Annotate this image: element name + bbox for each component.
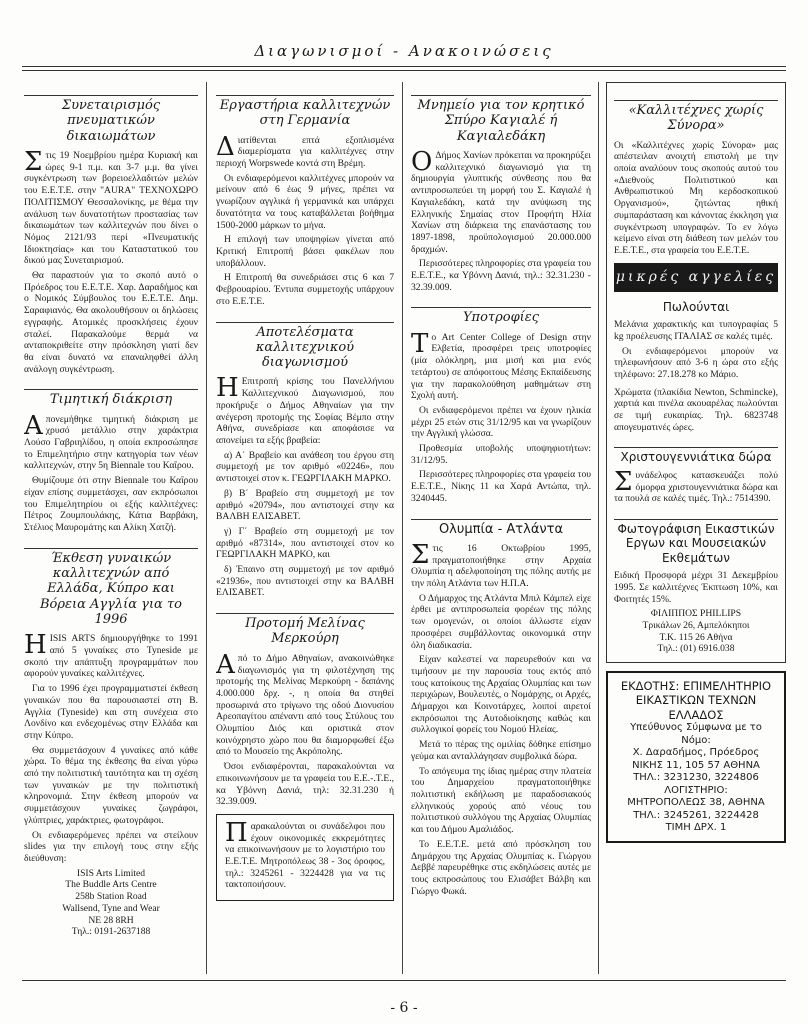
ornament-divider: [24, 84, 198, 94]
paragraph: Οι ενδιαφερόμενοι μπορούν να τηλεφωνήσουν από 3-6 η ώρα στο εξής τηλέφωνο: 27.18.278 κο Μάριο.: [614, 345, 778, 380]
ornament-divider: [411, 84, 591, 94]
paragraph: β) Β΄ Βραβείο στη συμμετοχή με τον αριθμό «20794», που αντιστοιχεί στην κα ΒΑΛΒΗ ΕΛΙΣΑΒΕΤ.: [216, 487, 394, 523]
paragraph: Θα συμμετάσχουν 4 γυναίκες από κάθε χώρα. Το θέμα της έκθεσης θα είναι γύρω από την πολιτιστική ταυτότητα και τη σχέση των γυναικών με την πολιτιστική κληρονομιά. Στην έκθεση μπορούν να συμμετάσχουν γυναίκες ζωγράφοι, γλύπτριες, χαράκτριες, φωτογράφοι.: [24, 744, 198, 826]
notice-box: [216, 814, 394, 901]
address-line: Τ.Κ. 115 26 Αθήνα: [659, 631, 733, 643]
article-title: Αποτελέσματα καλλιτεχνικού διαγωνισμού: [255, 324, 355, 371]
paragraph: Οι «Καλλιτέχνες χωρίς Σύνορα» μας απέστειλαν ανοιχτή επιστολή με την οποία αναλύουν τους σκοπούς αυτού του «Διεθνούς Πολιτιστικού και Ανθρωπιστικού Μη κερδοσκοπικού Οργανισμού», ζητώντας ηθική συμπαράσταση και κάνοντας έκκληση για συγκέντρωση υπογραφών. Το εν λόγω κείμενο είναι στη διάθεση των μελών του Ε.Ε.Τ.Ε., στα γραφεία του Ε.Ε.Τ.Ε.: [614, 139, 778, 256]
imprint-line: ΕΛΛΑΔΟΣ: [668, 707, 724, 722]
address-line: Τρικάλων 26, Αμπελόκηποι: [642, 619, 750, 631]
article-title: Υποτροφίες: [462, 310, 540, 326]
imprint-line: ΕΚΔΟΤΗΣ: ΕΠΙΜΕΛΗΤΗΡΙΟ: [620, 679, 772, 694]
address-block: [24, 868, 198, 938]
header-rule-double: [22, 70, 786, 71]
drop-cap: Δ: [216, 131, 235, 162]
ad-title: Φωτογράφιση Εικαστικών Εργων και Μουσειακών Εκθεμάτων: [617, 521, 775, 565]
paragraph: Μετά το πέρας της ομιλίας δόθηκε επίσημο γεύμα και ανταλλάγησαν συμβολικά δώρα.: [411, 739, 591, 762]
imprint-line: ΤΗΛ.: 3231230, 3224806: [633, 772, 759, 784]
address-line: The Buddle Arts Centre: [65, 879, 157, 891]
paragraph: Θα παραστούν για το σκοπό αυτό ο Πρόεδρος του Ε.Ε.Τ.Ε. Χαρ. Δαραδήμος και ο Νομικός Σύμβουλος του Ε.Ε.Τ.Ε. Δημ. Σαραφιανός. Θα ακολουθήσουν οι δηλώσεις εγγραφής. Ατομικές προσκλήσεις έχουν σταλεί. Παρακαλούμε θερμά να ανταποκριθείτε στην πρόσκληση γιατί δεν θα είναι δυνατό να επαναληφθεί άλλη ανάλογη συγκέντρωση.: [24, 270, 198, 375]
article-body: [216, 649, 394, 758]
ornament-divider: [411, 508, 591, 518]
imprint-line: Χ. Δαραδήμος, Πρόεδρος: [632, 747, 760, 759]
paragraph: Δήμος Χανίων πρόκειται να προκηρύξει καλλιτεχνικό διαγωνισμό για τη δημιουργία γλυπτικής σύνθεσης που θα αντιπροσωπεύει τη μορφή του Σ. Καγιαλέ ή Καγιαλεδάκη, κατά την ανύψωση της Ελληνικής Σημαίας στον Προφήτη Ηλία Χανίων στη διάρκεια της επανάστασης του 1897-1898, προϋπολογισμού 20.000.000 δραχμών.: [411, 149, 591, 255]
paragraph: Οι ενδιαφερόμενοι καλλιτέχνες μπορούν να μείνουν από 6 έως 9 μήνες, πρέπει να γνωρίζουν αγγλικά ή γερμανικά και υπάρχει δυνατότητα να τους καταβάλλεται βοήθημα 1500-2000 μάρκων το μήνα.: [216, 172, 394, 231]
imprint-line: ΕΙΚΑΣΤΙΚΩΝ ΤΕΧΝΩΝ: [635, 693, 757, 708]
publisher-imprint: [606, 671, 786, 843]
paragraph: Η Επιτροπή θα συνεδριάσει στις 6 και 7 Φεβρουαρίου. Έντυπα συμμετοχής υπάρχουν στο Ε.Ε.Τ.Ε.: [216, 272, 394, 307]
article-title: Μνημείο για τον κρητικό Σπύρο Καγιαλέ ή Καγιαλεδάκη: [417, 98, 585, 144]
address-block: [614, 608, 778, 655]
paragraph: Περισσότερες πληροφορίες στα γραφεία του Ε.Ε.Τ.Ε., Νίκης 11 κα Χαρά Αντώπα, τηλ. 3240445.: [411, 469, 591, 504]
paragraph: Είχαν καλεστεί να παρευρεθούν και να τιμήσουν με την παρουσία τους εκτός από τους κατοίκους της Αρχαίας Ολυμπίας και των περιχώρων, Βουλευτές, ο Νομάρχης, οι Αρχές, Δήμαρχοι και Κοινοτάρχες, λοιποί αιρετοί εκπρόσωποι της Αυτοδιοίκησης καθώς και συλλογικοί φορείς του Νομού Ηλείας.: [411, 654, 591, 736]
paragraph: Περισσότερες πληροφορίες στα γραφεία του Ε.Ε.Τ.Ε., κα Υβόννη Δανιά, τηλ.: 32.31.230 - 32.39.009.: [411, 258, 591, 293]
imprint-line: ΤΙΜΗ ΔΡΧ. 1: [665, 822, 727, 834]
divider: [614, 508, 778, 518]
classifieds-banner: μικρές αγγελίες: [614, 263, 778, 292]
column-separator: [598, 82, 599, 974]
paragraph: αρακαλούνται οι συνάδελφοι που έχουν οικονομικές εκκρεμότητες να επικοινωνήσουν με το λογιστήριο του Ε.Ε.Τ.Ε. Μητροπόλεως 38 - 3ος όροφος, τηλ.: 3245261 - 3224428 για να τις τακτοποιήσουν.: [225, 820, 385, 891]
article-body: [614, 466, 778, 505]
paragraph: Θυμίζουμε ότι στην Biennale του Καΐρου είχαν επίσης συμμετάσχει, σαν εκπρόσωποι του Επιμελητηρίου οι εξής καλλιτέχνες: Πέτρος Ζουμπουλάκης, Κάτια Βαρβάκη, Στέλιος Μαυρομάτης και Αλίκη Χατζή.: [24, 475, 198, 533]
article-body: [216, 131, 394, 170]
paragraph: τις 19 Νοεμβρίου ημέρα Κυριακή και ώρες 9-1 π.μ. και 3-7 μ.μ. θα γίνει συγκέντρωση των βορειοελλαδιτών μελών του Ε.Ε.Τ.Ε. στην "AURA" ΤΕΧΝΟΧΩΡΟ ΠΟΛΙΤΙΣΜΟΥ Θεσσαλονίκης, με θέμα την ανάλυση των δυνατοτήτων προστασίας των δικαιωμάτων των καλλιτεχνών που δίνει ο Νόμος 2121/93 περί «Πνευματικής Ιδιοκτησίας» και του Καταστατικού του δικού μας Συνεταιρισμού.: [24, 149, 198, 267]
article-body: [24, 146, 198, 267]
column-separator: [402, 82, 403, 974]
paragraph: Όσοι ενδιαφέρονται, παρακαλούνται να επικοινωνήσουν με τα γραφεία του Ε.Ε.-.Τ.Ε., κα Υβόννη Δανιά, τηλ: 32.31.230 ή 32.39.009.: [216, 761, 394, 808]
drop-cap: Α: [24, 410, 43, 441]
address-line: ΦΙΛΙΠΠΟΣ PHILLIPS: [650, 608, 742, 620]
imprint-line: ΝΙΚΗΣ 11, 105 57 ΑΘΗΝΑ: [632, 759, 760, 771]
paragraph: Προθεσμία υποβολής υποψηφιοτήτων: 31/12/95.: [411, 443, 591, 466]
classifieds-frame: [606, 82, 786, 663]
drop-cap: Ο: [411, 146, 433, 177]
paragraph: Το Ε.Ε.Τ.Ε. μετά από πρόσκληση του Δημάρχου της Αρχαίας Ολυμπίας κ. Γιώργου Δεββέ παρευρέθηκε στις εκδηλώσεις αυτές με τους εκπροσώπους του Ελισάβετ Βάλβη και Γιώργο Φωκά.: [411, 838, 591, 897]
paragraph: Μελάνια χαρακτικής και τυπογραφίας 5 kg προέλευσης ΙΤΑΛΙΑΣ σε καλές τιμές.: [614, 319, 778, 342]
drop-cap: Σ: [411, 539, 430, 570]
drop-cap: Π: [225, 817, 248, 848]
paragraph: Οι ενδιαφερόμενοι πρέπει να έχουν ηλικία μέχρι 25 ετών στις 31/12/95 και να γνωρίζουν την Αγγλική γλώσσα.: [411, 404, 591, 440]
paragraph: Ο Δήμαρχος της Ατλάντα Μπιλ Κάμπελ είχε έρθει με αντιπροσωπεία φορέων της πόλης των ομογενών, οι οποίοι άλλωστε είχαν προσφέρει συμβάλλοντας οικονομικά στην όλη διαδικασία.: [411, 592, 591, 651]
divider: [614, 436, 778, 446]
paragraph: ο Art Center College of Design στην Ελβετία, προσφέρει τρεις υποτροφίες (μία ολόκληρη, μια μισή και μια ενός τετάρτου) σε απόφοιτους Μέσης Εκπαίδευσης για την παρακολούθηση μαθημάτων στη Σχολή αυτή.: [411, 331, 591, 402]
column-1: [24, 82, 198, 974]
article-body: [411, 328, 591, 402]
paragraph: πό το Δήμο Αθηναίων, ανακοινώθηκε διαγωνισμός για τη φιλοτέχνηση της προτομής της Μελίνας Μερκούρη - δαπάνης 4.000.000 δρχ. -, η οποία θα στηθεί προσωρινά στο τρίγωνο της οδού Διονυσίου Αρεοπαγίτου απέναντι από τους Στύλους του Ολυμπίου Διός και οριστικά στον κοινόχρηστο χώρο που θα διαμορφωθεί έξω από το Μουσείο της Ακρόπολης.: [216, 652, 394, 758]
paragraph: Ειδική Προσφορά μέχρι 31 Δεκεμβρίου 1995. Σε καλλιτέχνες Έκπτωση 10%, και Φοιτητές 15%.: [614, 570, 778, 605]
paragraph: τις 16 Οκτωβρίου 1995, πραγματοποιήθηκε στην Αρχαία Ολυμπία η αδελφοποίηση της πόλης αυτής με την πόλη Ατλάντα των Η.Π.Α.: [411, 542, 591, 590]
address-line: 258b Station Road: [75, 891, 147, 903]
imprint-line: ΛΟΓΙΣΤΗΡΙΟ:: [664, 784, 728, 796]
paragraph: δ) Έπαινο στη συμμετοχή με τον αριθμό «21936», που αντιστοιχεί στην κα ΒΑΛΒΗ ΕΛΙΣΑΒΕΤ.: [216, 564, 394, 599]
imprint-line: ΜΗΤΡΟΠΟΛΕΩΣ 38, ΑΘΗΝΑ: [627, 797, 765, 809]
column-4: [606, 82, 786, 974]
article-title: Προτομή Μελίνας Μερκούρη: [245, 616, 365, 647]
ornament-divider: [411, 296, 591, 306]
footer-rule: [22, 980, 786, 981]
imprint-line: Υπεύθυνος Σύμφωνα με το Νόμο:: [630, 722, 762, 746]
page-header-title: Διαγωνισμοί - Ανακοινώσεις: [254, 42, 554, 60]
drop-cap: Σ: [614, 466, 633, 497]
imprint-line: ΤΗΛ.: 3245261, 3224428: [633, 809, 759, 821]
article-title: Έκθεση γυναικών καλλιτεχνών από Ελλάδα, Κύπρο και Βόρεια Αγγλία για το 1996: [40, 550, 182, 628]
drop-cap: Τ: [411, 328, 429, 359]
address-line: Τηλ.: (01) 6916.038: [657, 643, 735, 655]
article-title: Συνεταιρισμός πνευματικών δικαιωμάτων: [61, 98, 161, 144]
paragraph: Χρώματα (πλακίδια Newton, Schmincke), χαρτιά και πινέλα ακουαρέλας πωλούνται σε τιμή ευκαιρίας. Τηλ. 6823748 απογευματινές ώρες.: [614, 386, 778, 433]
ad-title: Χριστουγεννιάτικα δώρα: [620, 450, 772, 465]
article-body: [24, 630, 198, 680]
address-line: NE 28 8RH: [88, 914, 134, 926]
ornament-divider: [216, 602, 394, 612]
ornament-divider: [24, 537, 198, 547]
ornament-divider: [24, 378, 198, 388]
paragraph: Οι ενδιαφερόμενες πρέπει να στείλουν slides για την επιλογή τους στην εξής διεύθυνση:: [24, 829, 198, 864]
paragraph: Επιτροπή κρίσης του Πανελλήνιου Καλλιτεχνικού Διαγωνισμού, που προκήρυξε ο Δήμος Αθηναίων για την ανέγερση προτομής της Σοφίας Βέμπο στην Αθήνα, συνεδρίασε και αποφάσισε να απονείμει τα εξής βραβεία:: [216, 376, 394, 446]
address-line: Τηλ.: 0191-2637188: [71, 926, 151, 938]
page-number: - 6 -: [390, 1000, 418, 1016]
drop-cap: Η: [216, 373, 239, 404]
paragraph: γ) Γ΄ Βραβείο στη συμμετοχή με τον αριθμό «87314», που αντιστοιχεί στον κο ΓΕΩΡΓΙΛΑΚΗ ΜΑΡΚΟ, και: [216, 525, 394, 561]
article-body: [216, 373, 394, 446]
paragraph: α) Α΄ Βραβείο και ανάθεση του έργου στη συμμετοχή με τον αριθμό «02246», που αντιστοιχεί στον κ. ΓΕΩΡΓΙΛΑΚΗ ΜΑΡΚΟ.: [216, 449, 394, 485]
notice-text: [225, 817, 385, 891]
paragraph: Η επιλογή των υποψηφίων γίνεται από Κριτική Επιτροπή βάσει φακέλων που υποβάλλουν.: [216, 234, 394, 269]
paragraph: ιατίθενται επτά εξοπλισμένα διαμερίσματα για καλλιτέχνες στην περιοχή Worpswede κοντά στη Βρέμη.: [216, 134, 394, 170]
article-title: «Καλλιτέχνες χωρίς Σύνορα»: [628, 103, 764, 134]
column-3: [411, 82, 591, 974]
address-line: ISIS Arts Limited: [76, 867, 146, 879]
column-2: [216, 82, 394, 974]
paragraph: ISIS ARTS δημιουργήθηκε το 1991 από 5 γυναίκες στο Tyneside με σκοπό την απάπτυξη προγραμμάτων που αφορούν γυναίκες καλλιτέχνες.: [24, 633, 198, 680]
article-title: Τιμητική διάκριση: [49, 392, 173, 408]
ornament-divider: [216, 311, 394, 321]
header-rule: [22, 66, 786, 67]
drop-cap: Η: [24, 630, 47, 661]
article-body: [411, 146, 591, 255]
article-body: [24, 410, 198, 473]
paragraph: Για το 1996 έχει προγραμματιστεί έκθεση γυναικών που θα παρουσιαστεί στη Β. Αγγλία (Tyneside) και στη συνέχεια στο Λονδίνο και ενδεχομένως στην Ελλάδα και στην Κύπρο.: [24, 683, 198, 741]
drop-cap: Σ: [24, 146, 43, 177]
paragraph: υνάδελφος κατασκευάζει πολύ όμορφα χριστουγεννιάτικα δώρα και τα πουλά σε καλές τιμές. Τηλ.: 7514390.: [614, 469, 778, 505]
article-title: Εργαστήρια καλλιτεχνών στη Γερμανία: [219, 98, 391, 129]
column-separator: [206, 82, 207, 974]
ornament-divider: [216, 84, 394, 94]
article-title: Ολυμπία - Ατλάντα: [438, 521, 564, 537]
drop-cap: Α: [216, 649, 235, 680]
paragraph: Το απόγευμα της ίδιας ημέρας στην πλατεία του Δημαρχείου πραγματοποιήθηκε πολιτιστική εκδήλωση με παραδοσιακούς ελληνικούς χορούς από νέους του πολιτιστικού συλλόγου της Αρχαίας Ολυμπίας και του Δήμου Αμαλιάδος.: [411, 765, 591, 836]
paragraph: πονεμήθηκε τιμητική διάκριση με χρυσό μετάλλιο στην χαράκτρια Λούσο Γαβριηλίδου, η οποία εκπροσώπησε το Επιμελητήριο στην κατηγορία των νέων καλλιτεχνών, στην 5η Biennale του Καΐρου.: [24, 413, 198, 472]
address-line: Wallsend, Tyne and Wear: [62, 902, 160, 914]
ornament-divider: [614, 89, 778, 99]
article-body: [411, 539, 591, 590]
ad-title: Πωλούνται: [662, 299, 730, 314]
